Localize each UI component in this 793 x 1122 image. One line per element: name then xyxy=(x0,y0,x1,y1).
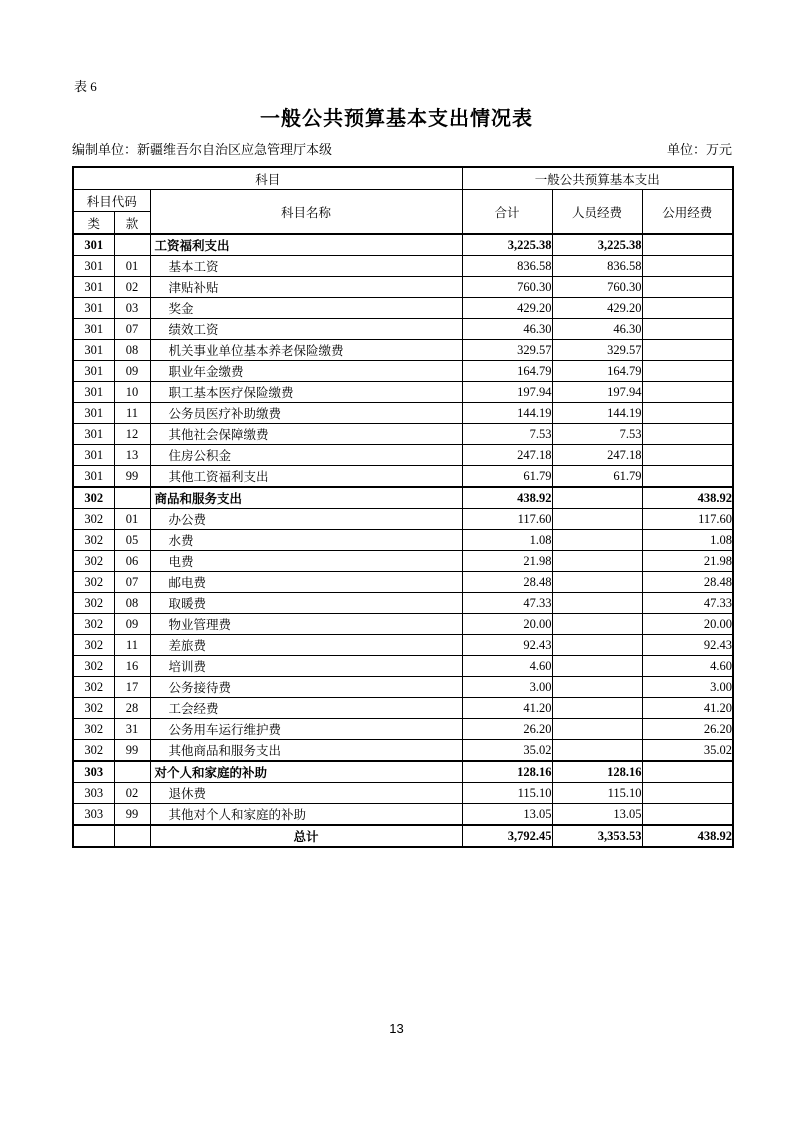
cell-subject-name: 津贴补贴 xyxy=(150,277,462,298)
cell-public: 20.00 xyxy=(642,614,733,635)
table-row xyxy=(73,593,733,614)
cell-class-code: 302 xyxy=(73,719,114,740)
cell-subject-name: 差旅费 xyxy=(150,635,462,656)
cell-public: 1.08 xyxy=(642,530,733,551)
cell-subject-name: 其他对个人和家庭的补助 xyxy=(150,804,462,826)
header-section: 款 xyxy=(114,212,150,235)
cell-total: 3.00 xyxy=(462,677,552,698)
cell-personnel: 247.18 xyxy=(552,445,642,466)
cell-public: 35.02 xyxy=(642,740,733,762)
table-row xyxy=(73,804,733,826)
cell-total: 438.92 xyxy=(462,487,552,509)
cell-personnel: 329.57 xyxy=(552,340,642,361)
cell-public: 4.60 xyxy=(642,656,733,677)
cell-class-code: 301 xyxy=(73,382,114,403)
cell-public xyxy=(642,403,733,424)
cell-total: 144.19 xyxy=(462,403,552,424)
cell-section-code: 10 xyxy=(114,382,150,403)
cell-class-code xyxy=(73,825,114,847)
cell-public xyxy=(642,445,733,466)
cell-subject-name: 机关事业单位基本养老保险缴费 xyxy=(150,340,462,361)
cell-subject-name: 其他商品和服务支出 xyxy=(150,740,462,762)
cell-subject-name: 总计 xyxy=(150,825,462,847)
cell-total: 13.05 xyxy=(462,804,552,826)
cell-total: 164.79 xyxy=(462,361,552,382)
cell-section-code: 01 xyxy=(114,509,150,530)
table-row xyxy=(73,530,733,551)
cell-subject-name: 奖金 xyxy=(150,298,462,319)
cell-total: 92.43 xyxy=(462,635,552,656)
cell-section-code: 16 xyxy=(114,656,150,677)
cell-class-code: 302 xyxy=(73,593,114,614)
cell-class-code: 303 xyxy=(73,761,114,783)
cell-total: 41.20 xyxy=(462,698,552,719)
table-row xyxy=(73,361,733,382)
cell-total: 115.10 xyxy=(462,783,552,804)
cell-total: 28.48 xyxy=(462,572,552,593)
cell-subject-name: 邮电费 xyxy=(150,572,462,593)
cell-personnel: 429.20 xyxy=(552,298,642,319)
cell-public: 26.20 xyxy=(642,719,733,740)
cell-subject-name: 基本工资 xyxy=(150,256,462,277)
cell-subject-name: 其他工资福利支出 xyxy=(150,466,462,488)
cell-class-code: 302 xyxy=(73,698,114,719)
cell-total: 26.20 xyxy=(462,719,552,740)
cell-public: 3.00 xyxy=(642,677,733,698)
table-row xyxy=(73,382,733,403)
cell-class-code: 301 xyxy=(73,403,114,424)
table-row xyxy=(73,234,733,256)
cell-public xyxy=(642,804,733,826)
cell-personnel: 61.79 xyxy=(552,466,642,488)
table-row xyxy=(73,783,733,804)
table-row xyxy=(73,445,733,466)
cell-section-code: 09 xyxy=(114,361,150,382)
cell-subject-name: 退休费 xyxy=(150,783,462,804)
cell-class-code: 302 xyxy=(73,656,114,677)
cell-public: 92.43 xyxy=(642,635,733,656)
table-row xyxy=(73,635,733,656)
cell-total: 3,225.38 xyxy=(462,234,552,256)
cell-total: 429.20 xyxy=(462,298,552,319)
cell-total: 1.08 xyxy=(462,530,552,551)
table-row xyxy=(73,698,733,719)
cell-section-code: 06 xyxy=(114,551,150,572)
cell-personnel xyxy=(552,677,642,698)
cell-section-code: 02 xyxy=(114,277,150,298)
cell-total: 329.57 xyxy=(462,340,552,361)
cell-subject-name: 培训费 xyxy=(150,656,462,677)
table-row xyxy=(73,656,733,677)
cell-personnel: 164.79 xyxy=(552,361,642,382)
cell-section-code: 07 xyxy=(114,319,150,340)
table-row xyxy=(73,319,733,340)
cell-personnel: 128.16 xyxy=(552,761,642,783)
cell-public: 438.92 xyxy=(642,487,733,509)
cell-class-code: 301 xyxy=(73,424,114,445)
header-budget-group: 一般公共预算基本支出 xyxy=(462,167,733,190)
cell-public: 438.92 xyxy=(642,825,733,847)
cell-class-code: 301 xyxy=(73,234,114,256)
cell-public xyxy=(642,234,733,256)
cell-section-code xyxy=(114,761,150,783)
cell-section-code xyxy=(114,487,150,509)
cell-class-code: 302 xyxy=(73,487,114,509)
table-row xyxy=(73,403,733,424)
cell-section-code: 17 xyxy=(114,677,150,698)
page-number: 13 xyxy=(389,1021,404,1036)
cell-total: 3,792.45 xyxy=(462,825,552,847)
cell-public xyxy=(642,256,733,277)
table-row xyxy=(73,740,733,762)
table-header xyxy=(73,167,733,234)
table-row xyxy=(73,277,733,298)
table-row xyxy=(73,719,733,740)
cell-total: 4.60 xyxy=(462,656,552,677)
cell-section-code xyxy=(114,234,150,256)
cell-public xyxy=(642,424,733,445)
table-row xyxy=(73,487,733,509)
cell-total: 35.02 xyxy=(462,740,552,762)
cell-section-code: 11 xyxy=(114,635,150,656)
cell-total: 247.18 xyxy=(462,445,552,466)
table-row xyxy=(73,614,733,635)
cell-class-code: 301 xyxy=(73,466,114,488)
cell-section-code: 01 xyxy=(114,256,150,277)
cell-class-code: 303 xyxy=(73,804,114,826)
cell-subject-name: 水费 xyxy=(150,530,462,551)
cell-section-code: 03 xyxy=(114,298,150,319)
table-row xyxy=(73,509,733,530)
cell-public: 28.48 xyxy=(642,572,733,593)
cell-total: 197.94 xyxy=(462,382,552,403)
cell-subject-name: 电费 xyxy=(150,551,462,572)
cell-personnel: 197.94 xyxy=(552,382,642,403)
cell-subject-name: 职业年金缴费 xyxy=(150,361,462,382)
cell-class-code: 302 xyxy=(73,740,114,762)
table-number-label: 表 6 xyxy=(74,79,97,94)
cell-personnel: 3,225.38 xyxy=(552,234,642,256)
table-row xyxy=(73,572,733,593)
cell-class-code: 302 xyxy=(73,677,114,698)
table-row xyxy=(73,761,733,783)
header-class: 类 xyxy=(73,212,114,235)
cell-personnel xyxy=(552,530,642,551)
cell-public xyxy=(642,277,733,298)
cell-public: 21.98 xyxy=(642,551,733,572)
cell-subject-name: 公务员医疗补助缴费 xyxy=(150,403,462,424)
cell-class-code: 301 xyxy=(73,361,114,382)
cell-public xyxy=(642,761,733,783)
cell-personnel: 3,353.53 xyxy=(552,825,642,847)
cell-subject-name: 对个人和家庭的补助 xyxy=(150,761,462,783)
cell-personnel xyxy=(552,698,642,719)
cell-total: 46.30 xyxy=(462,319,552,340)
cell-total: 20.00 xyxy=(462,614,552,635)
header-subject-group: 科目 xyxy=(73,167,462,190)
cell-class-code: 302 xyxy=(73,551,114,572)
cell-class-code: 302 xyxy=(73,614,114,635)
cell-class-code: 301 xyxy=(73,277,114,298)
cell-personnel xyxy=(552,740,642,762)
cell-personnel xyxy=(552,656,642,677)
cell-subject-name: 公务接待费 xyxy=(150,677,462,698)
cell-subject-name: 绩效工资 xyxy=(150,319,462,340)
cell-personnel: 7.53 xyxy=(552,424,642,445)
cell-public xyxy=(642,466,733,488)
table-row xyxy=(73,466,733,488)
cell-section-code: 28 xyxy=(114,698,150,719)
cell-section-code: 08 xyxy=(114,593,150,614)
cell-class-code: 301 xyxy=(73,445,114,466)
unit-label: 单位：万元 xyxy=(666,142,732,157)
cell-total: 47.33 xyxy=(462,593,552,614)
cell-section-code: 12 xyxy=(114,424,150,445)
meta-line xyxy=(72,139,732,158)
prepared-by-label: 编制单位：新疆维吾尔自治区应急管理厅本级 xyxy=(72,142,333,157)
cell-total: 760.30 xyxy=(462,277,552,298)
cell-class-code: 301 xyxy=(73,256,114,277)
cell-public xyxy=(642,298,733,319)
cell-total: 836.58 xyxy=(462,256,552,277)
cell-section-code xyxy=(114,825,150,847)
cell-subject-name: 住房公积金 xyxy=(150,445,462,466)
cell-public xyxy=(642,783,733,804)
cell-total: 117.60 xyxy=(462,509,552,530)
cell-public xyxy=(642,340,733,361)
cell-class-code: 301 xyxy=(73,319,114,340)
cell-section-code: 31 xyxy=(114,719,150,740)
header-total: 合计 xyxy=(462,190,552,235)
table-row xyxy=(73,424,733,445)
cell-subject-name: 工资福利支出 xyxy=(150,234,462,256)
header-subject-name: 科目名称 xyxy=(150,190,462,235)
cell-public: 41.20 xyxy=(642,698,733,719)
cell-section-code: 99 xyxy=(114,804,150,826)
cell-subject-name: 其他社会保障缴费 xyxy=(150,424,462,445)
cell-personnel xyxy=(552,635,642,656)
cell-personnel: 13.05 xyxy=(552,804,642,826)
cell-public xyxy=(642,319,733,340)
table-row xyxy=(73,298,733,319)
budget-table xyxy=(72,166,734,848)
cell-section-code: 05 xyxy=(114,530,150,551)
cell-total: 21.98 xyxy=(462,551,552,572)
cell-section-code: 13 xyxy=(114,445,150,466)
cell-personnel xyxy=(552,487,642,509)
cell-personnel xyxy=(552,572,642,593)
cell-section-code: 99 xyxy=(114,466,150,488)
cell-class-code: 301 xyxy=(73,298,114,319)
cell-class-code: 301 xyxy=(73,340,114,361)
table-body xyxy=(73,234,733,847)
cell-subject-name: 物业管理费 xyxy=(150,614,462,635)
cell-class-code: 302 xyxy=(73,530,114,551)
cell-subject-name: 取暖费 xyxy=(150,593,462,614)
cell-section-code: 09 xyxy=(114,614,150,635)
header-personnel: 人员经费 xyxy=(552,190,642,235)
cell-personnel: 760.30 xyxy=(552,277,642,298)
cell-personnel: 144.19 xyxy=(552,403,642,424)
table-row xyxy=(73,256,733,277)
cell-personnel: 836.58 xyxy=(552,256,642,277)
cell-personnel: 115.10 xyxy=(552,783,642,804)
cell-section-code: 11 xyxy=(114,403,150,424)
cell-personnel xyxy=(552,614,642,635)
cell-public: 47.33 xyxy=(642,593,733,614)
cell-section-code: 08 xyxy=(114,340,150,361)
cell-personnel xyxy=(552,509,642,530)
cell-personnel xyxy=(552,593,642,614)
cell-personnel: 46.30 xyxy=(552,319,642,340)
cell-subject-name: 公务用车运行维护费 xyxy=(150,719,462,740)
cell-public xyxy=(642,361,733,382)
cell-total: 61.79 xyxy=(462,466,552,488)
cell-total: 7.53 xyxy=(462,424,552,445)
cell-class-code: 302 xyxy=(73,509,114,530)
cell-subject-name: 工会经费 xyxy=(150,698,462,719)
cell-personnel xyxy=(552,719,642,740)
cell-section-code: 99 xyxy=(114,740,150,762)
cell-class-code: 302 xyxy=(73,635,114,656)
cell-public xyxy=(642,382,733,403)
cell-subject-name: 商品和服务支出 xyxy=(150,487,462,509)
table-row xyxy=(73,340,733,361)
table-row xyxy=(73,677,733,698)
cell-personnel xyxy=(552,551,642,572)
cell-class-code: 303 xyxy=(73,783,114,804)
header-public: 公用经费 xyxy=(642,190,733,235)
cell-subject-name: 职工基本医疗保险缴费 xyxy=(150,382,462,403)
cell-class-code: 302 xyxy=(73,572,114,593)
page-title: 一般公共预算基本支出情况表 xyxy=(260,108,533,130)
cell-subject-name: 办公费 xyxy=(150,509,462,530)
cell-public: 117.60 xyxy=(642,509,733,530)
table-row xyxy=(73,551,733,572)
cell-total: 128.16 xyxy=(462,761,552,783)
cell-section-code: 02 xyxy=(114,783,150,804)
table-row xyxy=(73,825,733,847)
cell-section-code: 07 xyxy=(114,572,150,593)
header-subject-code: 科目代码 xyxy=(73,190,150,212)
